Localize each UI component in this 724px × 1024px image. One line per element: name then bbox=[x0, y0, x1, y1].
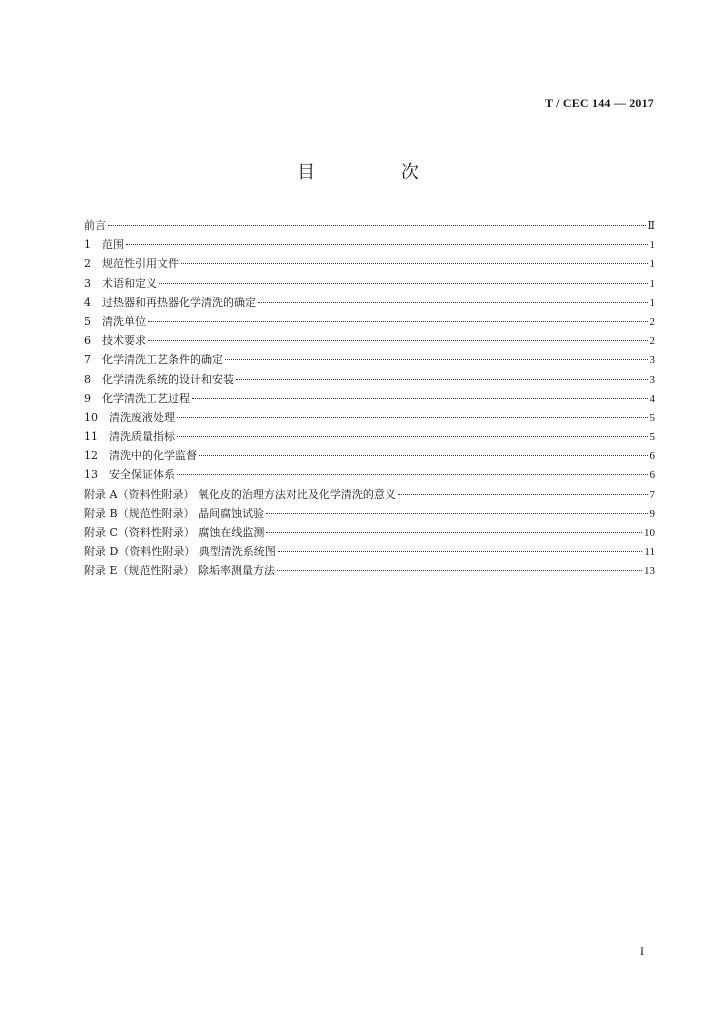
toc-entry-number: 4 bbox=[84, 295, 91, 309]
toc-entry-label: 化学清洗工艺过程 bbox=[102, 391, 190, 405]
toc-entry-page: 7 bbox=[649, 488, 655, 501]
toc-entry[interactable] bbox=[84, 523, 655, 542]
toc-entry[interactable] bbox=[84, 408, 655, 427]
table-of-contents bbox=[84, 216, 655, 581]
toc-entry-number: 5 bbox=[84, 314, 91, 328]
toc-dot-leader bbox=[278, 551, 643, 552]
toc-entry[interactable] bbox=[84, 293, 655, 312]
toc-entry-label: 清洗废液处理 bbox=[109, 410, 175, 424]
toc-entry-page: 2 bbox=[649, 315, 655, 328]
toc-entry-number: 13 bbox=[84, 468, 98, 482]
toc-dot-leader bbox=[266, 532, 642, 533]
toc-dot-leader bbox=[277, 570, 642, 571]
toc-entry-label: 附录 E（规范性附录） 除垢率测量方法 bbox=[84, 564, 276, 578]
toc-entry-label: 安全保证体系 bbox=[109, 468, 175, 482]
toc-entry-label: 范围 bbox=[102, 238, 124, 252]
toc-entry-page: 2 bbox=[649, 335, 655, 348]
toc-entry-page: 3 bbox=[649, 354, 655, 367]
toc-entry-label: 术语和定义 bbox=[102, 276, 157, 290]
toc-entry-label: 附录 D（资料性附录） 典型清洗系统图 bbox=[84, 545, 276, 559]
toc-entry-number: 6 bbox=[84, 334, 91, 348]
toc-entry-label: 前言 bbox=[84, 219, 106, 232]
toc-entry-page: 1 bbox=[649, 239, 655, 252]
toc-dot-leader bbox=[148, 340, 648, 341]
toc-entry[interactable] bbox=[84, 350, 655, 369]
toc-entry[interactable] bbox=[84, 427, 655, 446]
toc-entry[interactable] bbox=[84, 542, 655, 561]
toc-entry-page: 13 bbox=[644, 565, 655, 578]
toc-entry-page: 10 bbox=[644, 527, 655, 539]
toc-dot-leader bbox=[192, 398, 648, 399]
toc-entry-page: 5 bbox=[649, 431, 655, 444]
toc-dot-leader bbox=[199, 455, 648, 456]
toc-entry[interactable] bbox=[84, 216, 655, 235]
toc-entry-page: 5 bbox=[649, 411, 655, 424]
toc-entry-number: 12 bbox=[84, 449, 98, 463]
toc-dot-leader bbox=[225, 359, 648, 360]
toc-entry-number: 9 bbox=[84, 391, 91, 405]
toc-entry[interactable] bbox=[84, 465, 655, 484]
toc-entry-number: 10 bbox=[84, 410, 98, 424]
toc-entry-number: 11 bbox=[84, 430, 98, 444]
toc-entry-label: 附录 B（规范性附录） 晶间腐蚀试验 bbox=[84, 506, 265, 520]
toc-dot-leader bbox=[177, 436, 648, 437]
toc-entry-page: 6 bbox=[649, 450, 655, 463]
toc-dot-leader bbox=[126, 244, 648, 245]
toc-entry[interactable] bbox=[84, 370, 655, 389]
toc-dot-leader bbox=[181, 263, 648, 264]
toc-entry[interactable] bbox=[84, 235, 655, 254]
toc-entry[interactable] bbox=[84, 254, 655, 273]
toc-dot-leader bbox=[108, 225, 646, 226]
toc-entry-label: 附录 A（资料性附录） 氧化皮的治理方法对比及化学清洗的意义 bbox=[84, 487, 396, 501]
toc-entry-page: Ⅱ bbox=[647, 220, 655, 232]
toc-entry-page: 4 bbox=[649, 392, 655, 405]
toc-entry-page: 3 bbox=[649, 373, 655, 386]
toc-entry[interactable] bbox=[84, 312, 655, 331]
toc-entry-number: 8 bbox=[84, 372, 91, 386]
toc-entry-number: 3 bbox=[84, 276, 91, 290]
toc-dot-leader bbox=[266, 513, 647, 514]
toc-entry-label: 规范性引用文件 bbox=[102, 257, 179, 271]
toc-entry-number: 1 bbox=[84, 238, 91, 252]
toc-dot-leader bbox=[236, 379, 648, 380]
toc-entry-page: 11 bbox=[644, 546, 655, 559]
toc-dot-leader bbox=[148, 321, 648, 322]
toc-entry[interactable] bbox=[84, 389, 655, 408]
toc-entry-label: 过热器和再热器化学清洗的确定 bbox=[102, 295, 256, 309]
toc-entry-label: 附录 C（资料性附录） 腐蚀在线监测 bbox=[84, 526, 265, 539]
toc-entry[interactable] bbox=[84, 561, 655, 580]
toc-entry[interactable] bbox=[84, 446, 655, 465]
page-number: I bbox=[640, 944, 644, 958]
toc-dot-leader bbox=[398, 494, 648, 495]
toc-entry-label: 化学清洗系统的设计和安装 bbox=[102, 372, 234, 386]
toc-entry-page: 1 bbox=[649, 296, 655, 309]
toc-entry-label: 清洗质量指标 bbox=[109, 430, 175, 444]
toc-entry[interactable] bbox=[84, 331, 655, 350]
toc-entry-label: 清洗中的化学监督 bbox=[109, 449, 197, 463]
toc-dot-leader bbox=[159, 283, 648, 284]
toc-entry-page: 9 bbox=[649, 507, 655, 520]
standard-code: T / CEC 144 — 2017 bbox=[544, 96, 654, 110]
toc-entry-page: 6 bbox=[649, 469, 655, 482]
toc-dot-leader bbox=[177, 474, 648, 475]
toc-entry[interactable] bbox=[84, 485, 655, 504]
toc-entry-page: 1 bbox=[649, 258, 655, 271]
toc-entry-label: 技术要求 bbox=[102, 334, 146, 348]
toc-entry[interactable] bbox=[84, 504, 655, 523]
toc-entry-number: 2 bbox=[84, 257, 91, 271]
toc-dot-leader bbox=[258, 302, 648, 303]
toc-entry[interactable] bbox=[84, 274, 655, 293]
toc-entry-label: 清洗单位 bbox=[102, 314, 146, 328]
toc-entry-number: 7 bbox=[84, 353, 91, 367]
toc-entry-page: 1 bbox=[649, 277, 655, 290]
toc-entry-label: 化学清洗工艺条件的确定 bbox=[102, 353, 223, 367]
page-title: 目 次 bbox=[297, 162, 459, 183]
toc-dot-leader bbox=[177, 417, 648, 418]
